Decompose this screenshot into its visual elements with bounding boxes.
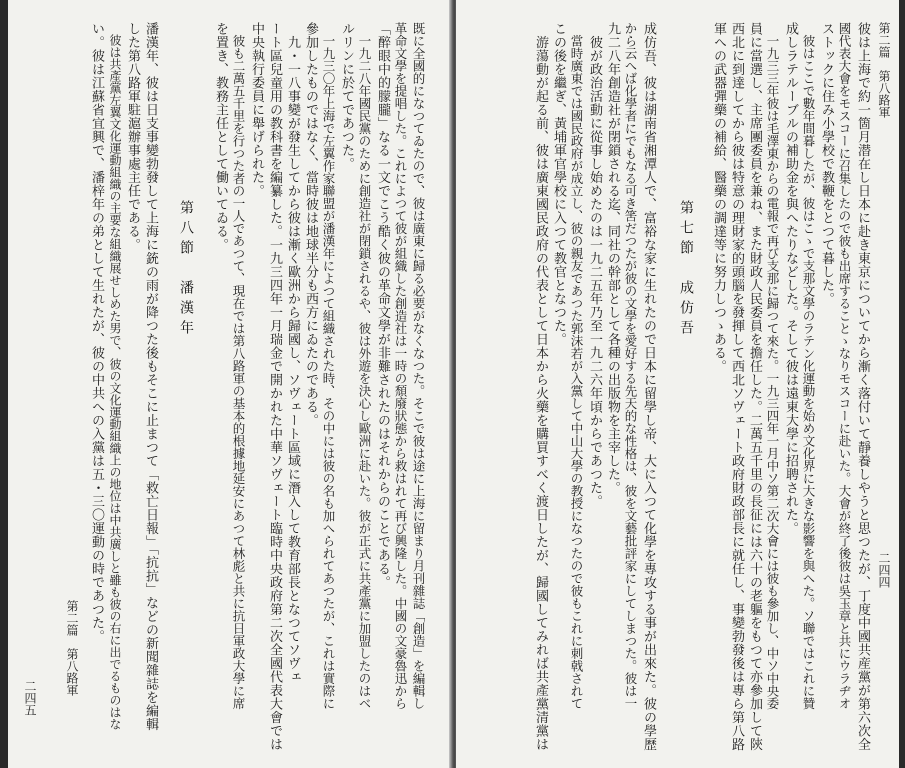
body-column: 九二八年創造社が閉鎖される迄、同社の幹部として各種の出版物を主宰した。 xyxy=(605,22,620,495)
body-column: ストックに住み小學校で教鞭をとつて暮した。 xyxy=(819,22,834,306)
body-column: 一九三〇年上海で左翼作家聯盟が潘漢年によつて組織された時、その中には彼の名も加へられてあつたが、これは實際に xyxy=(321,22,336,710)
page-edge-shadow xyxy=(899,0,905,768)
body-column: 彼が政治活動に從事し始めたのは一九二五年乃至一九二六年頃からであつた。 xyxy=(587,22,602,508)
body-column: 彼は共產黨左翼文化運動組織の主要な組織展せしめた男で、彼の文化運動組織上の地位は中共廣しと雖も彼の右に出でるものはな xyxy=(108,22,122,730)
body-column: 一九二八年國民黨のために創造社が閉鎖されるや、彼は外遊を決心し歐洲に赴いた。彼が正式に共產黨に加盟したのはベ xyxy=(357,22,372,710)
body-column: 當時廣東では國民政府が成立し、彼の親友であつた郭沫若が入黨して中山大學の教授になつたので彼もこれに刺戟されて xyxy=(569,22,584,710)
body-column: 西北に到達してから彼は特意の理財家的頭腦を發揮して西北ソヴェート政府財政部長に就任し、事變勃發後は專ら第八路 xyxy=(729,22,744,751)
body-column: した第八路軍駐滬辦事處主任である。 xyxy=(125,22,140,252)
body-column: 一九三三年彼は毛澤東からの電報で再び支那に歸つて來た。一九三四年一月中ソ第二次大會には彼も參加し、中ソ中央委 xyxy=(765,22,780,710)
section-title: 第七節 成仿吾 xyxy=(678,200,694,340)
body-column: から云へば化學者にでもなる可き筈だつたが彼の文學を愛好する先天的な性格は、彼を文藝批評家にしてしまつた。彼は一 xyxy=(623,22,638,710)
body-column: 成しラテルーブルの補助金を與へたりなどした。そして彼は遠東大學に招聘された。 xyxy=(783,22,798,535)
body-column: 潘漢年、彼は日支事變勃發して上海に銃の雨が降つた後もそこに止まつて「救亡日報」「抗抗」などの新聞雜誌を編輯 xyxy=(143,22,158,731)
body-column: 員に當選し、主席團委員を兼ね、また財政人民委員を擔任した。二萬五千里の長征には六十の老軀をもつて亦參加して陝 xyxy=(747,22,762,751)
running-header: 第二篇 第八路軍 xyxy=(65,600,79,696)
body-column: 中央執行委員に舉げられた。 xyxy=(249,22,264,198)
body-column: 參加したものではなく、當時彼は地球半分も西方にゐたのである。 xyxy=(303,22,318,427)
body-column: 游蕩動が起る前、彼は廣東國民政府の代表として日本から火藥を購買すべく渡日したが、歸國してみれば共產黨清黨は xyxy=(533,22,548,751)
body-column: 彼は上海で約一箇月潜在し日本に赴き東京についてから漸く落付いて靜養しやうと思つたが、丁度中國共産黨が第六次全 xyxy=(855,22,870,751)
body-column: 革命文學を提唱した。これによつて彼が組織した創造社は一時の頹廢狀態から救はれて再び興隆した。中國の文豪魯迅から xyxy=(393,22,408,710)
body-column: ート區兒童用の教科書を編纂した。一九三四年一月瑞金で開かれた中華ソヴェート臨時中央政府第二次全國代表大會では xyxy=(267,22,282,751)
body-column: この後を繼ぎ、黃埔軍官學校に入つて教官となつた。 xyxy=(551,22,566,346)
page-number: 二四五 xyxy=(23,680,37,716)
section-title: 第八節 潘漢年 xyxy=(178,200,194,340)
page-edge-shadow xyxy=(0,0,8,768)
right-page xyxy=(456,0,905,768)
body-column: 既に全國的になつてゐたので、彼は廣東に歸る必要がなくなつた。そこで彼は途に上海に留まり月刊雜誌「創造」を編輯し xyxy=(411,22,426,710)
body-column: を置き、教務主任として働いてゐる。 xyxy=(213,22,228,252)
body-column: 國代表大會をモスコーに召集したので彼も出席することゝなりモスコーに赴いた。大會が終了後彼は吳玉章と共にウラヂオ xyxy=(837,22,852,710)
body-column: い。彼は江蘇省宜興で、潘梓年の弟として生れたが、彼の中共への入黨は五・三〇運動の時であつた。 xyxy=(89,22,104,643)
body-column: 「醉眼中的朦朧」なる一文でこう酷く彼の革命文學が非難されたのはそれからのことである。 xyxy=(375,22,390,589)
page-number: 二四四 xyxy=(877,552,891,588)
body-column: 成仿吾、彼は湖南省湘潭人で、富裕な家に生れたので日本に留學し帝、大に入つて化學を專攻する事が出來た。彼の學歷 xyxy=(641,22,656,751)
body-column: ルリンに於てであつた。 xyxy=(339,22,354,171)
body-column: 彼も二萬五千里を行つた者の一人であつて、現在では第八路軍の基本的根據地延安にあつて林彪と共に抗日軍政大學に席 xyxy=(231,22,246,710)
body-column: 彼はここで數年間暮したが、彼はこゝで支那文學のラテン化運動を始め文化界に大きな影響を與へた。ソ聯ではこれに贊 xyxy=(801,22,816,710)
body-column: 軍への武器彈藥の補給、醫藥の調達等に努力しつゝある。 xyxy=(711,22,726,373)
running-header: 第二篇 第八路軍 xyxy=(877,22,891,118)
left-page xyxy=(0,0,452,768)
body-column: 九・一八事變が發生してから彼は漸く歐洲から歸國し、ソヴェート區域に潛入して教育部長となつてソヴェ xyxy=(285,22,300,684)
